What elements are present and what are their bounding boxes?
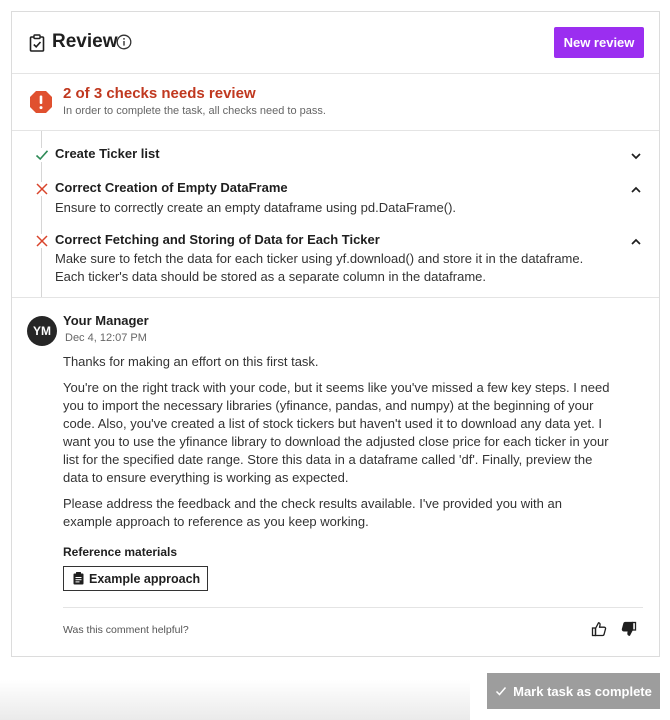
manager-comment	[12, 298, 659, 658]
alert-subtitle: In order to complete the task, all checks need to pass.	[63, 105, 326, 117]
thumbs-up-icon[interactable]	[591, 621, 607, 637]
comment-author: Your Manager	[63, 313, 149, 328]
review-panel	[11, 11, 660, 657]
check-icon	[35, 148, 49, 162]
comment-paragraph: Please address the feedback and the check results available. I've provided you with an example approach to reference as you keep working.	[63, 496, 562, 529]
check-description: Make sure to fetch the data for each ticker using yf.download() and store it in the dataframe. Each ticker's data should be stored as a separate column in the dataframe.	[55, 251, 584, 284]
thumbs-down-icon[interactable]	[621, 621, 637, 637]
bottom-shadow	[0, 680, 470, 720]
mark-task-complete-label: Mark task as complete	[513, 683, 652, 699]
warning-octagon-icon	[29, 90, 53, 114]
example-approach-button[interactable]	[63, 566, 208, 591]
clipboard-check-icon	[29, 34, 45, 52]
comment-date: Dec 4, 12:07 PM	[65, 332, 147, 344]
check-icon	[495, 685, 507, 697]
clipboard-icon	[73, 572, 84, 585]
reference-materials-heading: Reference materials	[63, 545, 178, 559]
check-title: Correct Fetching and Storing of Data for Each Ticker	[55, 232, 380, 247]
mark-task-complete-button[interactable]	[487, 673, 660, 709]
comment-paragraph: Thanks for making an effort on this first task.	[63, 354, 319, 369]
avatar: YM	[27, 316, 57, 346]
page-title: Review	[52, 31, 118, 52]
x-icon	[35, 234, 49, 248]
check-title: Correct Creation of Empty DataFrame	[55, 180, 288, 195]
x-icon	[35, 182, 49, 196]
example-approach-label: Example approach	[89, 571, 201, 586]
helpful-prompt: Was this comment helpful?	[63, 624, 189, 636]
chevron-down-icon[interactable]	[629, 149, 643, 163]
new-review-button[interactable]: New review	[554, 27, 644, 58]
review-header	[12, 12, 659, 74]
comment-paragraph: You're on the right track with your code, but it seems like you've missed a few key steps. I need you to import the necessary libraries (yfinance, pandas, and numpy) at the beginning of your code. Also, you've created a list of stock tickers but haven't used it to download any data yet. I want you to use the yfinance library to download the adjusted close price for each ticker in your list for the specified date range. Store this data in a dataframe called 'df'. Finally, preview the data to ensure everything is working as expected.	[63, 380, 610, 485]
checks-alert	[12, 74, 659, 131]
checks-list	[12, 131, 659, 298]
info-icon[interactable]	[116, 34, 132, 50]
check-description: Ensure to correctly create an empty dataframe using pd.DataFrame().	[55, 200, 457, 215]
chevron-up-icon[interactable]	[629, 183, 643, 197]
alert-title: 2 of 3 checks needs review	[63, 85, 256, 102]
divider	[63, 607, 643, 608]
check-title: Create Ticker list	[55, 146, 160, 161]
chevron-up-icon[interactable]	[629, 235, 643, 249]
